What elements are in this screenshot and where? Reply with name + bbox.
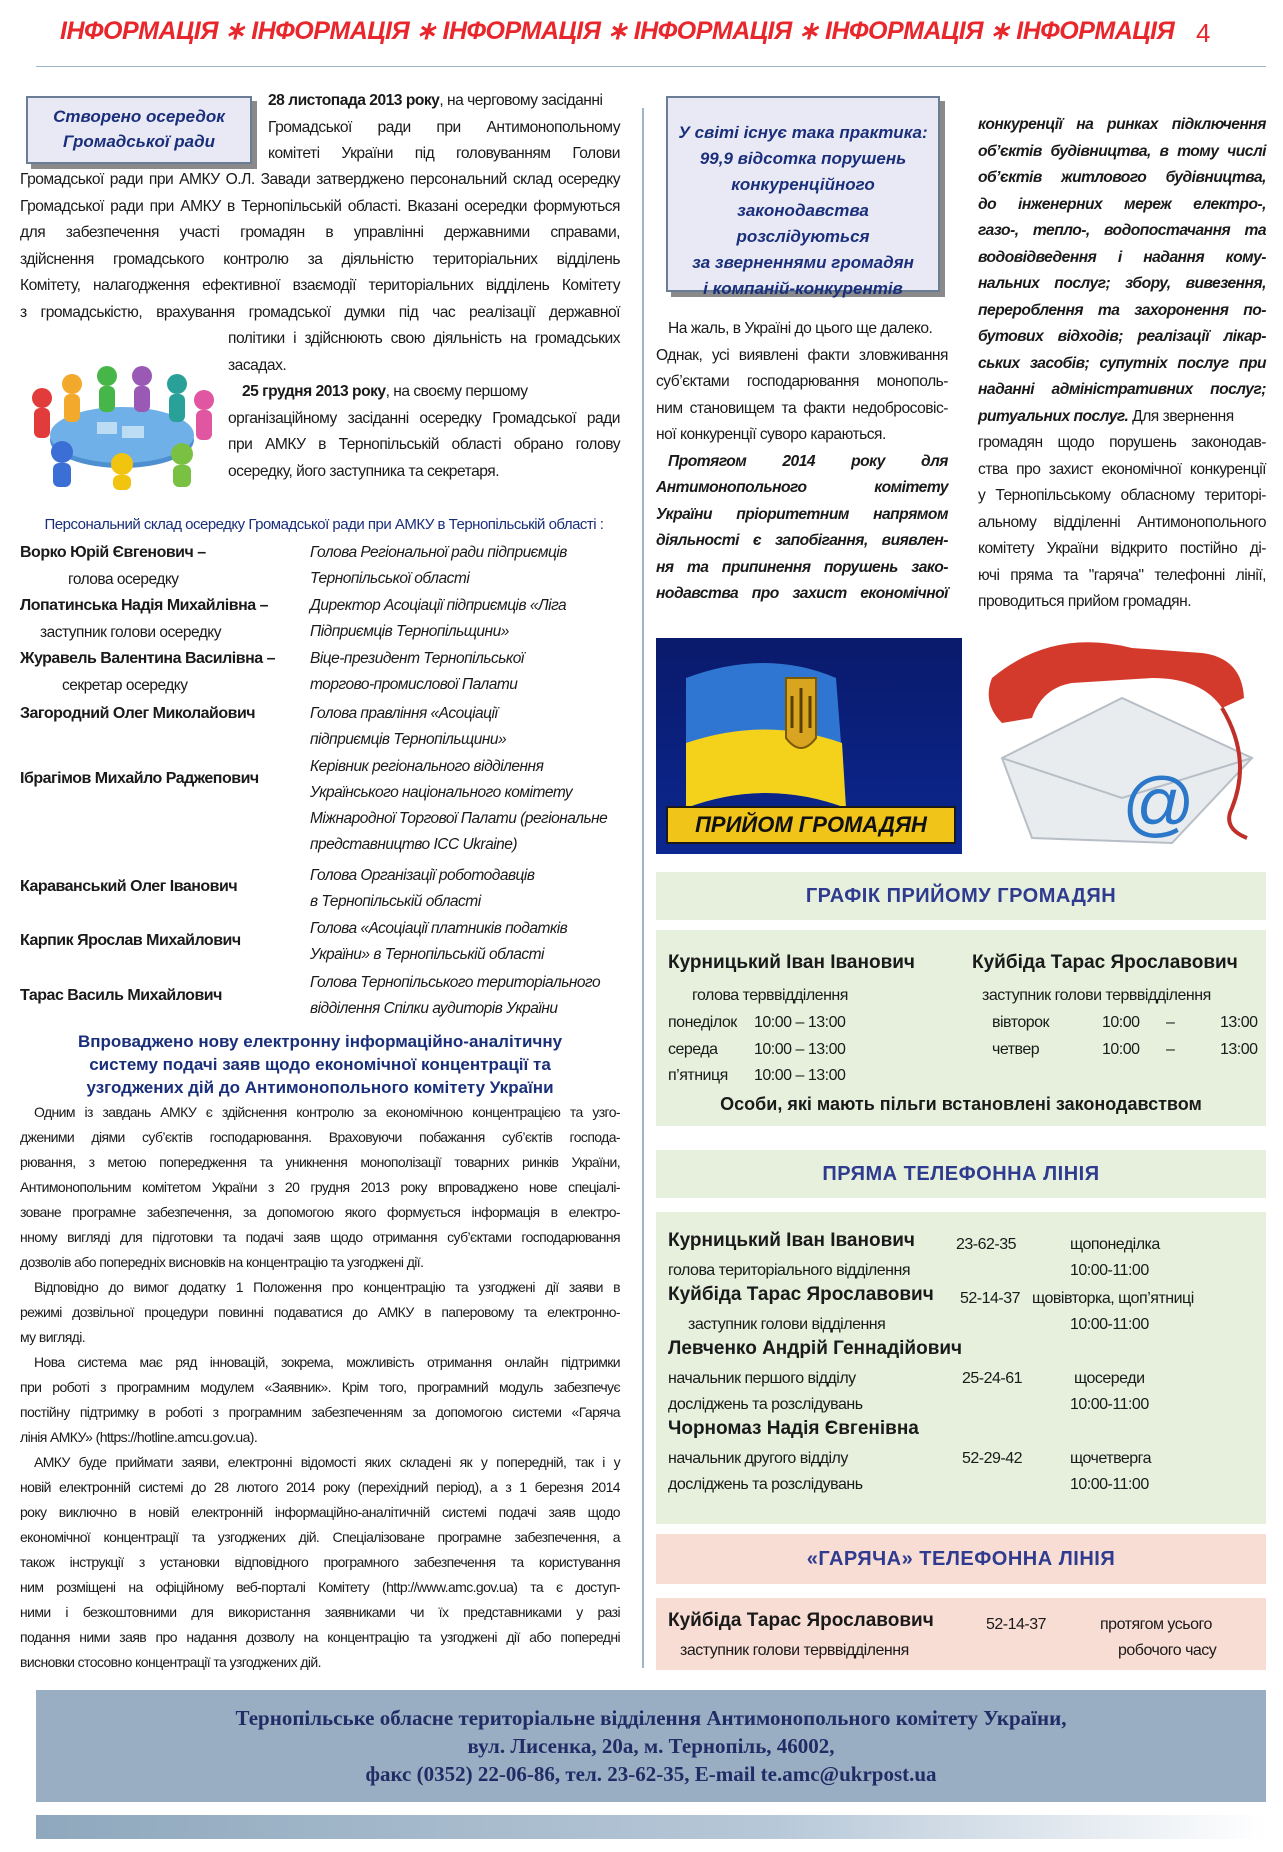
member-row: Карпик Ярослав Михайлович <box>20 932 241 949</box>
system-body-line: ним розміщені на офіційному веб-порталі Комітету (http://www.amc.gov.ua) та є доступ- <box>20 1579 620 1595</box>
member-row: Загородний Олег Миколайович <box>20 705 256 722</box>
header-divider <box>36 66 1266 67</box>
system-body-line: Антимонопольним комітетом України з 20 грудня 2013 року впроваджено нове спеціалі- <box>20 1179 620 1195</box>
member-row: Караванський Олег Іванович <box>20 878 238 895</box>
council-paragraph: Громадської ради при АМКУ О.Л. Завади затверджено персональний склад осередку Громадської ради при АМКУ в Тернопільській області. Вказані осередки формуються для забезпечення участі громадян в управлінні державними справами, здійснення громадського контролю за діяльністю територіальних відділень Комітету, налагодження ефективної взаємодії територіальних відділень Комітету з громадськістю, врахування громадської думки під час реалізації державної <box>20 171 620 321</box>
hot-line-title: «ГАРЯЧА» ТЕЛЕФОННА ЛІНІЯ <box>806 1548 1116 1570</box>
schedule-right-rows: вівторок 10:00 – 13:00 четвер 10:00 – 13:00 <box>992 1014 1258 1058</box>
direct-line-header <box>656 1150 1266 1198</box>
schedule-note: Особи, які мають пільги встановлені законодавством <box>720 1094 1202 1114</box>
system-body-line: режимі дозвільної процедури повинні подаватися до АМКУ в паперовому та електронно- <box>20 1304 620 1320</box>
system-body-line: зоване програмне забезпечення, за допомогою якого формується інформація в електро- <box>20 1204 620 1220</box>
council-box <box>26 96 252 164</box>
system-body-line: економічної концентрації та узгоджених дій. Спеціалізоване програмне забезпечення, а <box>20 1529 620 1545</box>
council-box-line1: Створено осередок <box>53 107 225 126</box>
system-body-line: постійну підтримку в роботі з програмним забезпеченням за допомогою системи «Гаряча <box>20 1404 620 1420</box>
system-body-line: лінія АМКУ» (https://hotline.amcu.gov.ua). <box>20 1429 258 1445</box>
system-body-line: Відповідно до вимог додатку 1 Положення про концентрацію та узгоджені дії заяви в <box>34 1279 620 1295</box>
council-date-2: 25 грудня 2013 року <box>242 383 386 400</box>
member-row: Тарас Василь Михайлович <box>20 987 222 1004</box>
hot-line-body: Куйбіда Тарас Ярославович 52-14-37 протягом усього заступник голови терввідділення робочого часу <box>656 1598 1266 1670</box>
system-body-line: нному вигляді для підготовки та подачі заяв щодо отримання суб’єктами господарювання <box>20 1229 620 1245</box>
footer <box>36 1690 1266 1802</box>
member-row: Журавель Валентина Василівна – секретар осередку <box>20 650 275 694</box>
hot-line-header <box>656 1534 1266 1584</box>
page-number: 4 <box>1196 18 1211 48</box>
council-date-1: 28 листопада 2013 року <box>268 92 440 109</box>
footer-org: Тернопільське обласне територіальне відділення Антимонопольного комітету України, <box>235 1706 1067 1730</box>
system-body-line: дженими діями суб’єктів господарювання. Враховуючи побажання суб’єктів господа- <box>20 1129 620 1145</box>
system-body-line: Нова система має ряд інновацій, зокрема, можливість отримання онлайн підтримки <box>34 1354 620 1370</box>
footer-address: вул. Лисенка, 20а, м. Тернопіль, 46002, <box>467 1734 835 1758</box>
member-row: Ібрагімов Михайло Раджепович <box>20 770 259 787</box>
system-body-line: також інструкції з установки відповідного програмного забезпечення та користування <box>20 1554 620 1570</box>
header-banner: ІНФОРМАЦІЯ ∗ ІНФОРМАЦІЯ ∗ ІНФОРМАЦІЯ ∗ ІНФОРМАЦІЯ ∗ ІНФОРМАЦІЯ ∗ ІНФОРМАЦІЯ <box>60 17 1175 45</box>
round-table-illustration <box>22 360 222 490</box>
system-body-line: му вигляді. <box>20 1329 86 1345</box>
system-body-line: Одним із завдань АМКУ є здійснення контролю за економічною концентрацією та узго- <box>34 1104 620 1120</box>
system-body-line: висновки стосовно концентрації та узгоджених дій. <box>20 1654 321 1670</box>
system-body-line: дозволів або попередніх висновків на концентрацію та узгоджені дії. <box>20 1254 424 1270</box>
system-body-line: при роботі з програмним модулем «Заявник». Крім того, програмний модуль забезпечує <box>20 1379 620 1395</box>
column-divider <box>642 108 644 1668</box>
direct-line-title: ПРЯМА ТЕЛЕФОННА ЛІНІЯ <box>822 1163 1100 1185</box>
competition-text: конкуренції на ринках підключення об’єктів будівництва, в тому числі об’єктів житлового будівництва, до інженерних мереж електро-, газо-, тепло-, водопостачання та водовідведення і надання кому- нальних послуг; збору, вивезення, перероблення та захоронення по- бутових відходів; реалізації лікар- ських засобів; супутніх послуг при наданні адміністративних послуг; ритуальних послуг. Для звернення громадян щодо порушень законодав- ства про захист економічної конкуренції у Тернопільському обласному територі- альному відділенні Антимонопольного комітету України відкрито постійно ді- ючі пряма та "гаряча" телефонні лінії, проводиться прийом громадян. <box>978 116 1266 610</box>
system-body-line: новій електронній системі до 28 лютого 2014 року (перехідний період), а з 1 березня 2014 <box>20 1479 620 1495</box>
council-box-line2: Громадської ради <box>62 132 216 151</box>
phone-envelope-illustration <box>972 638 1266 856</box>
direct-line-body: Курницький Іван Іванович 23-62-35 щопонеділка голова територіального відділення 10:00-11:00 Куйбіда Тарас Ярославович 52-14-37 щовівторка, щоп’ятниці заступник голови відділення 10:00-11:00 Левченко Андрій Геннадійович начальник першого відділу 25-24-61 щосереди досліджень та розслідувань 10:00-11:00 Чорномаз Надія Євгенівна начальник другого відділу 52-29-42 щочетверга досліджень та розслідувань 10:00-11:00 <box>656 1212 1266 1524</box>
system-body-line: подання ними заяв про надання дозволу на концентрацію та узгоджені дії або попередні <box>20 1629 620 1645</box>
schedule-header-band <box>656 872 1266 920</box>
footer-gradient-bar <box>36 1815 1266 1839</box>
member-row: Ворко Юрій Євгенович – голова осередку <box>20 544 206 588</box>
system-body-line: АМКУ буде приймати заяви, електронні відомості яких складені як у попередній, так і у <box>34 1454 620 1470</box>
council-paragraph-2: політики і здійснюють свою діяльність на громадських засадах. 25 грудня 2013 року, на своєму першому організаційному засіданні осередку Громадської ради при АМКУ в Тернопільській області обрано голову осередку, його заступника та секретаря. <box>228 330 620 480</box>
footer-contacts: факс (0352) 22-06-86, тел. 23-62-35, E-mail te.amc@ukrpost.ua <box>365 1762 937 1786</box>
reception-image <box>656 638 962 854</box>
at-sign-icon: @ <box>1122 764 1196 844</box>
member-row: Лопатинська Надія Михайлівна – заступник голови осередку <box>20 597 268 641</box>
schedule-body: Курницький Іван Іванович голова терввідділення понеділок 10:00 – 13:00 середа 10:00 – 13:00 п’ятниця 10:00 – 13:00 Куйбіда Тарас Ярославович заступник голови терввідділення вівторок 10:00 – 13:00 четвер 10:00 – 13:00 Особи, які мають пільги встановлені законодавством <box>656 930 1266 1126</box>
system-body-line: ними і безкоштовними для використання заявниками чи їх представниками у разі <box>20 1604 620 1620</box>
schedule-title: ГРАФІК ПРИЙОМУ ГРОМАДЯН <box>805 885 1117 907</box>
members-title: Персональний склад осередку Громадської ради при АМКУ в Тернопільській області : <box>44 516 604 533</box>
system-body-line: рювання, з метою попередження та уникнення монополізації товарних ринків України, <box>20 1154 620 1170</box>
system-body-line: року виключно в новій електронній інформаційно-аналітичній системі подачі заяв щодо <box>20 1504 620 1520</box>
system-body <box>20 1100 620 1675</box>
practice-text: На жаль, в Україні до цього ще далеко. Однак, усі виявлені факти зловживання суб’єктами господарювання монополь- ним становищем та факти недобросовіс- ної конкуренції суворо караються. Протягом 2014 року для Антимонопольного комітету України пріоритетним напрямом діяльності є запобігання, виявлен- ня та припинення порушень зако- нодавства про захист економічної <box>656 320 948 602</box>
schedule-left-rows: понеділок 10:00 – 13:00 середа 10:00 – 13:00 п’ятниця 10:00 – 13:00 <box>668 1014 846 1084</box>
reception-label: ПРИЙОМ ГРОМАДЯН <box>666 806 956 844</box>
council-intro: 28 листопада 2013 року, на черговому засіданні Громадської ради при Антимонопольному комітеті України під головуванням Голови <box>268 92 620 162</box>
system-title: Впроваджено нову електронну інформаційно-аналітичну систему подачі заяв щодо економічної концентрації та узгоджених дій до Антимонопольного комітету України <box>77 1032 563 1097</box>
practice-box: У світі існує така практика: 99,9 відсотка порушень конкуренційного законодавства розслідуються за зверненнями громадян і компаній-конкурентів <box>666 96 940 292</box>
